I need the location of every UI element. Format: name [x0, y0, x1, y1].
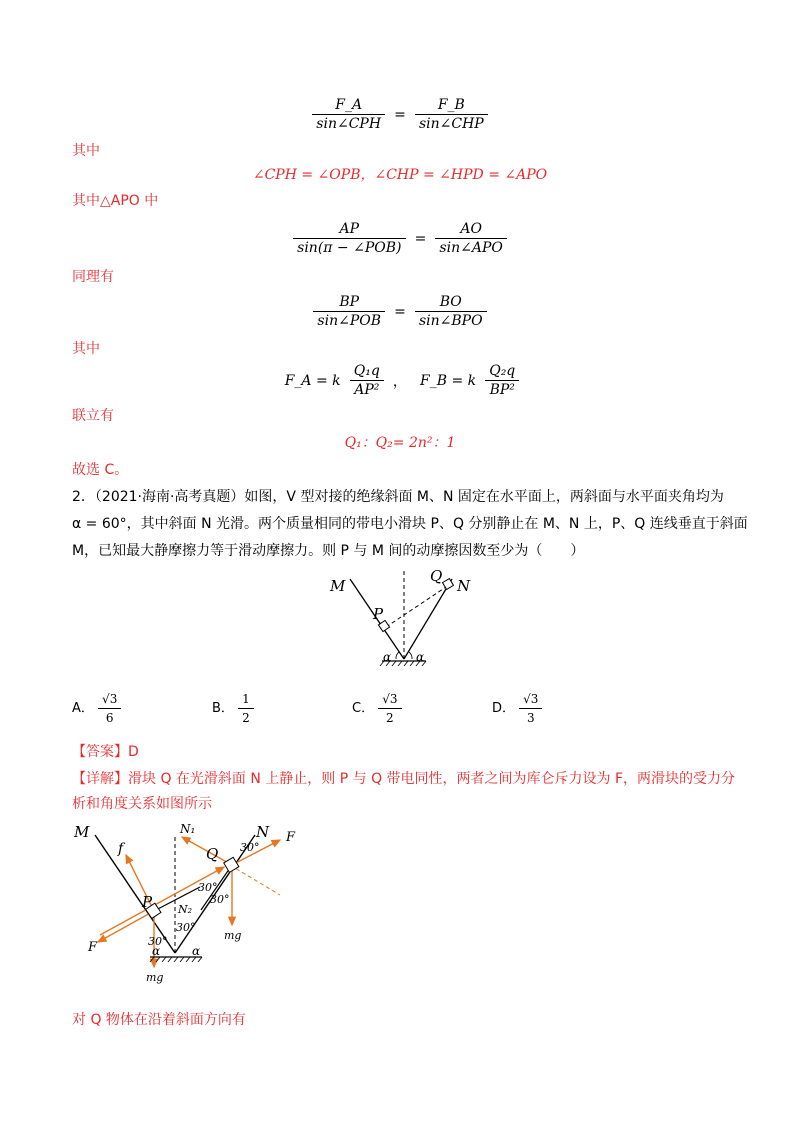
numerator: BO	[415, 293, 487, 312]
fraction	[293, 220, 405, 257]
denominator: sin(π − ∠POB)	[297, 240, 402, 256]
angle-relations: ∠CPH = ∠OPB，∠CHP = ∠HPD = ∠APO	[252, 167, 548, 183]
detail-line-2: 析和角度关系如图所示	[72, 796, 212, 812]
numerator: BP	[313, 293, 385, 312]
fb-prefix: F_B = k	[420, 372, 477, 389]
option-letter: C．	[352, 701, 375, 716]
numerator: Q₁q	[350, 362, 384, 381]
force-f-left-line	[100, 867, 224, 935]
equation-1	[0, 96, 800, 133]
extension-dash	[230, 865, 280, 895]
label-angle-30-5: 30°	[148, 935, 168, 948]
option-letter: A．	[72, 701, 94, 716]
equals-sign: =	[394, 106, 406, 123]
label-alpha-left: α	[152, 944, 161, 958]
denominator: sin∠BPO	[418, 313, 483, 329]
option-b[interactable]	[212, 690, 254, 727]
option-letter: B．	[212, 701, 234, 716]
fraction	[485, 362, 519, 399]
numerator: 1	[238, 690, 254, 709]
answer: 【答案】D	[72, 744, 139, 760]
label-n1: N₁	[180, 822, 196, 836]
denominator: AP²	[354, 382, 380, 398]
numerator: √3	[98, 690, 121, 709]
option-fraction	[98, 690, 121, 727]
denominator: sin∠CPH	[316, 116, 382, 132]
question-line-1: 2．（2021·海南·高考真题）如图，V 型对接的绝缘斜面 M、N 固定在水平面上，两斜面与水平面夹角均为	[72, 489, 724, 505]
label-qizhong-2: 其中	[72, 341, 100, 357]
question-line-2: α = 60°，其中斜面 N 光滑。两个质量相同的带电小滑块 P、Q 分别静止在 M、N 上，P、Q 连线垂直于斜面	[72, 516, 748, 532]
label-m: M	[74, 823, 90, 841]
denominator: sin∠POB	[317, 313, 382, 329]
ratio-result: Q₁：Q₂= 2n²：1	[344, 435, 456, 451]
equation-3	[0, 293, 800, 330]
p-normal	[154, 887, 200, 911]
label-f-right: F	[286, 830, 296, 845]
equation-4	[0, 362, 800, 399]
label-tongli: 同理有	[72, 269, 114, 285]
equals-sign: =	[414, 230, 427, 247]
option-letter: D．	[492, 701, 516, 716]
label-angle-30-3: 30°	[210, 893, 230, 906]
option-fraction	[378, 690, 401, 727]
force-f-left	[98, 911, 154, 942]
question-line-3: M，已知最大静摩擦力等于滑动摩擦力。则 P 与 M 间的动摩擦因数至少为（ ）	[72, 543, 585, 559]
fa-prefix: F_A = k	[284, 372, 341, 389]
denominator: 6	[105, 711, 114, 725]
option-c[interactable]	[352, 690, 402, 727]
equals-sign: =	[394, 303, 406, 320]
detail-text: 滑块 Q 在光滑斜面 N 上静止，则 P 与 Q 带电同性，两者之间为库仑斥力设为 F，两滑块的受力分	[128, 771, 736, 787]
label-n: N	[256, 823, 270, 841]
fraction	[313, 293, 385, 330]
figure-force-analysis	[70, 815, 310, 995]
denominator: BP²	[489, 382, 515, 398]
fraction	[312, 96, 385, 133]
label-qizhong-1: 其中	[72, 143, 100, 159]
label-triangle-apo: 其中△APO 中	[72, 193, 159, 209]
label-mg-left: mg	[146, 971, 164, 984]
angle-arc-right	[409, 652, 412, 659]
label-f-left: F	[88, 940, 98, 955]
denominator: 3	[526, 711, 535, 725]
denominator: sin∠CHP	[418, 116, 484, 132]
label-alpha-right: α	[416, 650, 425, 664]
fraction	[350, 362, 384, 399]
numerator: √3	[519, 690, 542, 709]
denominator: 2	[242, 711, 250, 725]
label-alpha-right: α	[192, 944, 201, 958]
last-line: 对 Q 物体在沿着斜面方向有	[72, 1012, 246, 1028]
detail-line-1	[72, 769, 735, 789]
label-lianli: 联立有	[72, 408, 114, 424]
fraction	[415, 96, 488, 133]
label-angle-30-1: 30°	[240, 841, 260, 854]
numerator: AO	[435, 220, 506, 239]
label-q: Q	[430, 567, 443, 585]
fraction	[435, 220, 506, 257]
separator: ，	[392, 373, 407, 390]
option-fraction	[238, 690, 254, 727]
label-n: N	[457, 577, 471, 595]
label-alpha-left: α	[383, 650, 392, 664]
label-q: Q	[206, 845, 219, 863]
numerator: AP	[293, 220, 405, 239]
option-d[interactable]	[492, 690, 542, 727]
denominator: sin∠APO	[439, 240, 503, 256]
equation-2	[0, 220, 800, 257]
numerator: F_B	[415, 96, 488, 115]
option-fraction	[519, 690, 542, 727]
label-p: P	[373, 605, 384, 623]
figure-v-incline	[320, 565, 480, 680]
label-m: M	[330, 577, 346, 595]
choose-c: 故选 C。	[72, 462, 129, 478]
option-a[interactable]	[72, 690, 121, 727]
fraction	[415, 293, 487, 330]
incline-n	[404, 579, 452, 659]
block-q	[224, 857, 239, 872]
denominator: 2	[386, 711, 394, 725]
numerator: √3	[378, 690, 401, 709]
pq-line	[386, 587, 446, 627]
angle-arc-left	[396, 652, 399, 659]
label-angle-30-2: 30°	[198, 881, 218, 894]
label-f-friction: f	[118, 841, 124, 857]
label-angle-30-4: 30°	[176, 921, 196, 934]
label-p: P	[142, 893, 153, 911]
numerator: F_A	[312, 96, 385, 115]
label-mg-right: mg	[224, 929, 242, 942]
label-n2: N₂	[178, 903, 193, 916]
numerator: Q₂q	[485, 362, 519, 381]
detail-label: 【详解】	[72, 771, 128, 787]
